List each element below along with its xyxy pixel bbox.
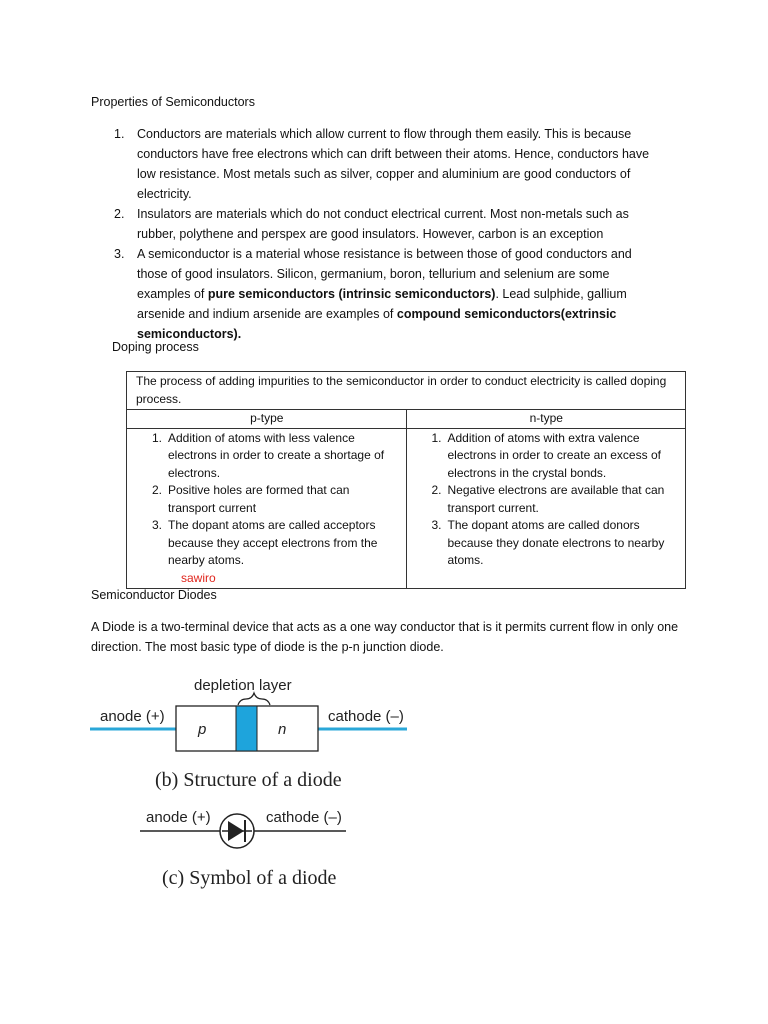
depletion-brace	[238, 693, 270, 705]
table-row	[127, 428, 686, 589]
symbol-cathode-label: cathode (–)	[266, 809, 342, 826]
list-item	[114, 204, 654, 244]
list-number: 3.	[151, 518, 162, 532]
list-number: 1.	[151, 430, 162, 445]
p-type-header: p-type	[127, 410, 407, 429]
list-item	[433, 430, 678, 483]
red-note: sawiro	[181, 570, 216, 585]
table-row	[127, 372, 686, 410]
properties-list	[114, 124, 654, 344]
list-text: A semiconductor is a material whose resistance is between those of good conductors and those of good insulators. Silicon, germanium, boron, tellurium and selenium are some examples of	[137, 247, 632, 301]
depletion-layer-label: depletion layer	[194, 677, 292, 694]
p-region-label: p	[198, 721, 207, 738]
n-type-list	[416, 430, 678, 570]
list-text: Insulators are materials which do not conduct electrical current. Most non-metals such as rubber, polythene and perspex are good insulators. However, carbon is an exception	[137, 207, 629, 241]
list-text: . Lead sulphide, gallium arsenide and indium arsenide are examples of	[137, 287, 627, 321]
list-item	[153, 430, 398, 483]
list-number: 3.	[431, 518, 442, 532]
doping-table	[126, 371, 686, 589]
list-number: 2.	[151, 483, 162, 497]
n-type-cell	[406, 428, 686, 589]
list-text: Positive holes are formed that can transport current	[168, 483, 350, 515]
list-item	[114, 244, 654, 344]
list-number: 3.	[114, 247, 125, 261]
n-type-header: n-type	[406, 410, 686, 429]
list-number: 1.	[431, 430, 442, 445]
definition-cell: The process of adding impurities to the semiconductor in order to conduct electricity is called doping process.	[127, 372, 686, 410]
list-item	[114, 124, 654, 204]
list-item	[153, 517, 398, 570]
table-row	[127, 410, 686, 429]
diodes-heading: Semiconductor Diodes	[91, 588, 217, 602]
p-type-cell	[127, 428, 407, 589]
list-number: 1.	[114, 127, 125, 141]
list-text: Addition of atoms with extra valence electrons in order to create an excess of electrons in the crystal bonds.	[447, 430, 661, 480]
page-title: Properties of Semiconductors	[91, 95, 255, 109]
symbol-anode-label: anode (+)	[146, 809, 211, 826]
anode-label: anode (+)	[100, 708, 165, 725]
depletion-layer	[236, 706, 257, 751]
n-region-label: n	[278, 721, 287, 738]
p-type-list	[136, 430, 398, 570]
doping-heading: Doping process	[112, 340, 199, 354]
list-text: The dopant atoms are called donors because they donate electrons to nearby atoms.	[447, 518, 665, 567]
list-item	[433, 482, 678, 517]
list-text: Conductors are materials which allow current to flow through them easily. This is because conductors have free electrons which can drift between their atoms. Hence, conductors have low resistance. Most metals such as silver, copper and aluminium are good conductors of electricity.	[137, 127, 650, 201]
bold-term: pure semiconductors (intrinsic semiconductors)	[207, 287, 496, 301]
list-text: The dopant atoms are called acceptors because they accept electrons from the nearby atoms.	[168, 518, 378, 567]
structure-caption: (b) Structure of a diode	[155, 769, 342, 791]
list-item	[153, 482, 398, 517]
list-number: 2.	[431, 483, 442, 497]
list-text: Addition of atoms with less valence electrons in order to create a shortage of electrons.	[168, 430, 385, 480]
diode-diagram	[80, 668, 420, 898]
diode-description: A Diode is a two-terminal device that acts as a one way conductor that is it permits current flow in only one direction. The most basic type of diode is the p-n junction diode.	[91, 620, 679, 654]
cathode-label: cathode (–)	[328, 708, 404, 725]
list-text: Negative electrons are available that can transport current.	[447, 483, 665, 515]
symbol-caption: (c) Symbol of a diode	[162, 867, 337, 889]
list-number: 2.	[114, 207, 125, 221]
list-item	[433, 517, 678, 570]
bold-term: compound semiconductors(extrinsic semiconductors).	[137, 307, 617, 341]
